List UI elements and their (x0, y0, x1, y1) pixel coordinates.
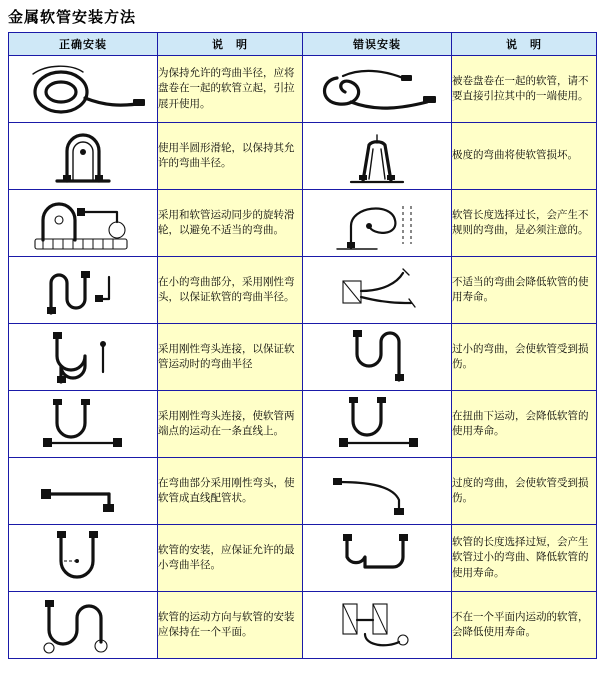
row-8-wrong-desc: 软管的长度选择过短，会产生软管过小的弯曲、降低软管的使用寿命。 (452, 525, 597, 592)
row-5-wrong-desc: 过小的弯曲，会使软管受到损伤。 (452, 324, 597, 391)
row-4-wrong-desc: 不适当的弯曲会降低软管的使用寿命。 (452, 257, 597, 324)
header-wrong-desc: 说 明 (452, 33, 597, 56)
row-7-wrong-desc: 过度的弯曲，会使软管受到损伤。 (452, 458, 597, 525)
table-row (9, 123, 597, 190)
excessive-bend-icon (303, 458, 452, 525)
table-row (9, 56, 597, 123)
coiled-hose-standing-icon (9, 56, 158, 123)
row-9-wrong-desc: 不在一个平面内运动的软管，会降低使用寿命。 (452, 592, 597, 659)
half-round-pulley-icon (9, 123, 158, 190)
header-correct-install: 正确安装 (9, 33, 158, 56)
coiled-hose-pulled-icon (303, 56, 452, 123)
table-row (9, 324, 597, 391)
row-6-wrong-desc: 在扭曲下运动，会降低软管的使用寿命。 (452, 391, 597, 458)
table-row (9, 592, 597, 659)
too-long-hose-icon (303, 525, 452, 592)
row-9-correct-desc: 软管的运动方向与软管的安装应保持在一个平面。 (158, 592, 303, 659)
rigid-elbow-connection-icon (9, 324, 158, 391)
improper-bend-icon (303, 257, 452, 324)
row-4-correct-desc: 在小的弯曲部分，采用刚性弯头，以保证软管的弯曲半径。 (158, 257, 303, 324)
out-of-plane-motion-icon (303, 592, 452, 659)
long-hose-irregular-bend-icon (303, 190, 452, 257)
over-small-bend-icon (303, 324, 452, 391)
table-row (9, 257, 597, 324)
row-5-correct-desc: 采用刚性弯头连接，以保证软管运动时的弯曲半径 (158, 324, 303, 391)
straight-line-motion-icon (9, 391, 158, 458)
table-header-row (9, 33, 597, 56)
row-2-wrong-desc: 极度的弯曲将使软管损坏。 (452, 123, 597, 190)
row-8-correct-desc: 软管的安装，应保证允许的最小弯曲半径。 (158, 525, 303, 592)
same-plane-motion-icon (9, 592, 158, 659)
min-bend-radius-icon (9, 525, 158, 592)
row-6-correct-desc: 采用刚性弯头连接，使软管两端点的运动在一条直线上。 (158, 391, 303, 458)
header-correct-desc: 说 明 (158, 33, 303, 56)
row-2-correct-desc: 使用半圆形滑轮，以保持其允许的弯曲半径。 (158, 123, 303, 190)
table-row (9, 190, 597, 257)
table-row (9, 391, 597, 458)
sharp-bend-hose-icon (303, 123, 452, 190)
table-row (9, 525, 597, 592)
torsion-motion-icon (303, 391, 452, 458)
header-wrong-install: 错误安装 (303, 33, 452, 56)
row-3-wrong-desc: 软管长度选择过长，会产生不规则的弯曲，是必须注意的。 (452, 190, 597, 257)
row-7-correct-desc: 在弯曲部分采用刚性弯头，使软管成直线配管状。 (158, 458, 303, 525)
row-1-correct-desc: 为保持允许的弯曲半径，应将盘卷在一起的软管立起，引拉展开使用。 (158, 56, 303, 123)
table-row (9, 458, 597, 525)
row-3-correct-desc: 采用和软管运动同步的旋转滑轮，以避免不适当的弯曲。 (158, 190, 303, 257)
rotating-pulley-chain-icon (9, 190, 158, 257)
page-title: 金属软管安装方法 (8, 8, 137, 26)
installation-methods-table (8, 32, 597, 659)
row-1-wrong-desc: 被卷盘卷在一起的软管，请不要直接引拉其中的一端使用。 (452, 56, 597, 123)
rigid-elbow-straight-pipe-icon (9, 458, 158, 525)
rigid-elbow-small-bend-icon (9, 257, 158, 324)
